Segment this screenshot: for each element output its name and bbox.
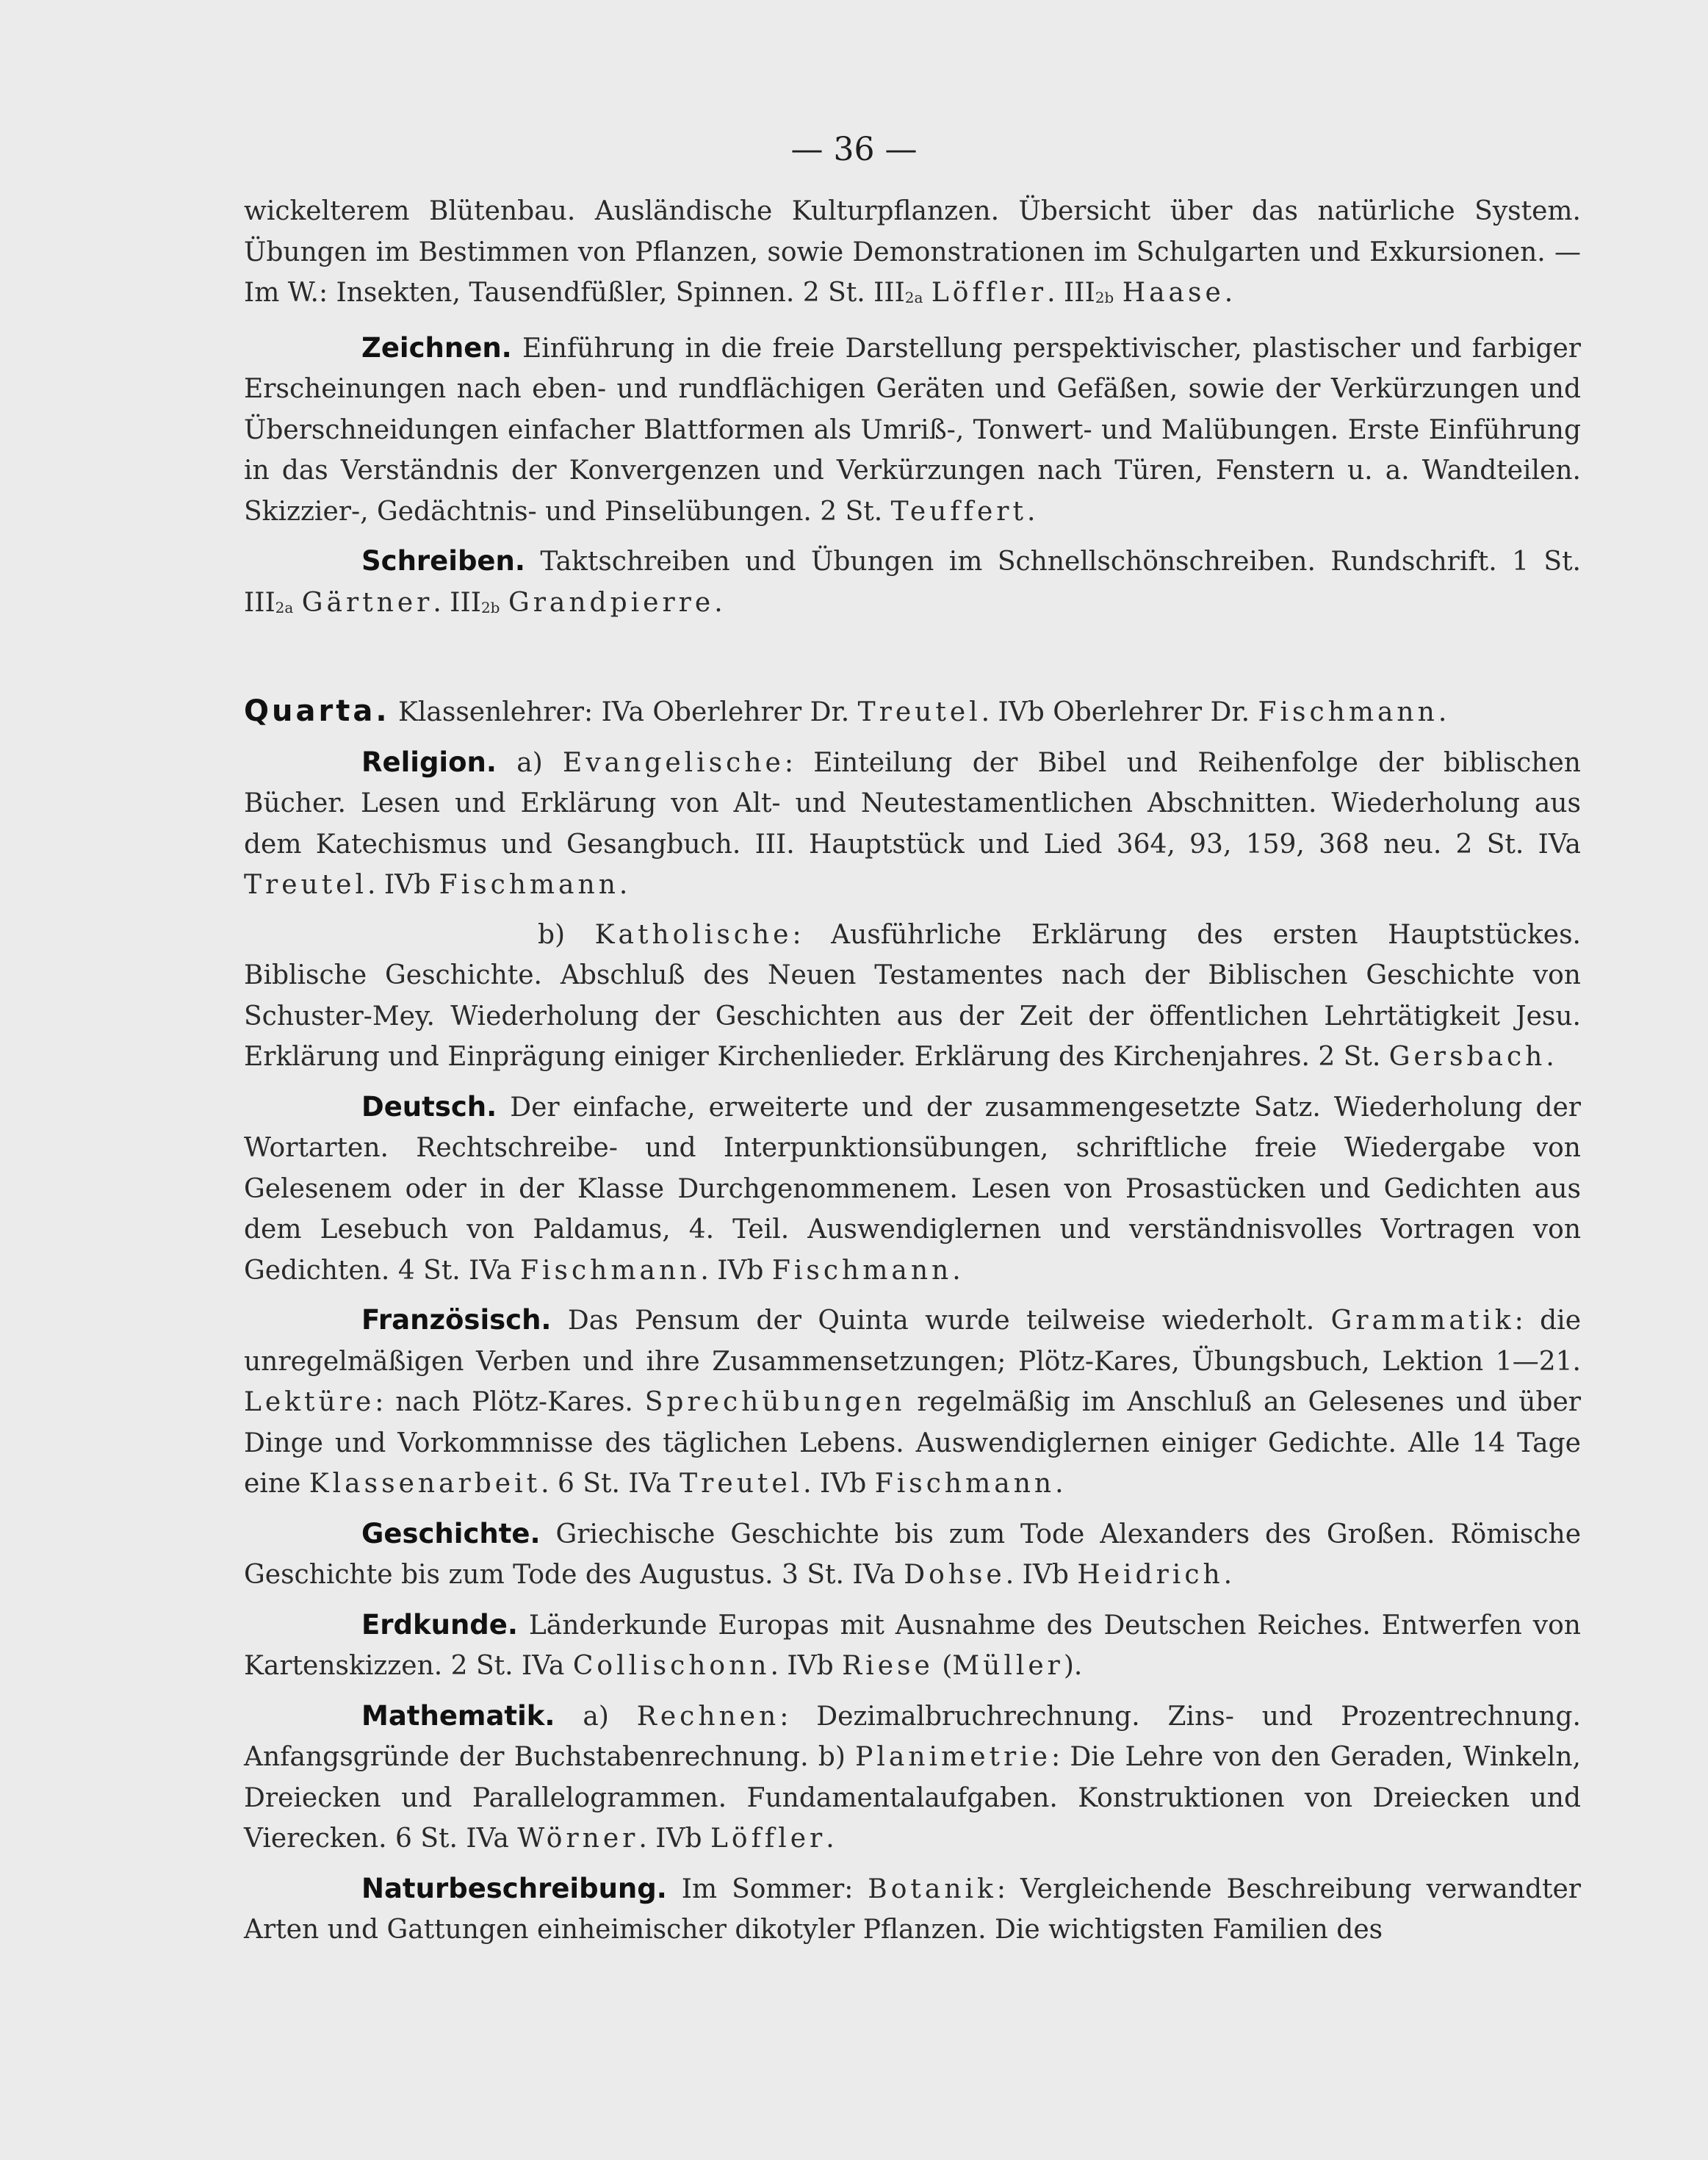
text: . IVb	[803, 1469, 867, 1499]
teacher-name: Treutel	[244, 870, 367, 900]
text: wickelterem Blütenbau. Ausländische Kulturpflanzen. Übersicht über das natürliche System. Übungen im Bestimmen von Pflanzen, sowie Demonstrationen im Schulgarten und Exkursionen. — Im W.: Insekten, Tausendfüßler, Spinnen. 2 St. III	[244, 196, 1581, 308]
paragraph-deutsch	[244, 1087, 1581, 1292]
spaced-term: Klassenarbeit	[309, 1469, 541, 1499]
text: . III	[433, 587, 481, 618]
text: Griechische Geschichte bis zum Tode Alexanders des Großen. Römische Geschichte bis zum Tode des Augustus. 3 St. IVa	[244, 1519, 1581, 1590]
text: . IVb	[770, 1651, 834, 1681]
class-index: 2a	[275, 598, 294, 616]
text: : Vergleichende Beschreibung verwandter Arten und Gattungen einheimischer dikotyler Pflanzen. Die wichtigsten Familien des	[244, 1873, 1582, 1945]
teacher-name: Gersbach	[1388, 1042, 1546, 1072]
text: (	[942, 1651, 953, 1681]
spaced-term: Sprechübungen	[644, 1387, 906, 1417]
text: . 6 St. IVa	[541, 1469, 671, 1499]
subject-heading: Mathematik.	[361, 1699, 555, 1732]
teacher-name: Riese	[842, 1651, 934, 1681]
text: Das Pensum der Quinta wurde teilweise wiederholt.	[567, 1306, 1315, 1336]
text: .	[1026, 496, 1036, 527]
teacher-name: Fischmann	[1258, 697, 1438, 727]
paragraph-franzoesisch	[244, 1300, 1581, 1505]
teacher-name: Gärtner	[301, 587, 433, 618]
subject-heading: Religion.	[361, 746, 497, 778]
text: Klassenlehrer: IVa Oberlehrer Dr.	[397, 697, 850, 727]
paragraph-religion-katholisch	[244, 915, 1581, 1078]
text: . IVb	[367, 870, 431, 900]
text: . IVb	[1005, 1560, 1069, 1590]
teacher-name: Fischmann	[520, 1255, 701, 1286]
teacher-name: Wörner	[517, 1824, 639, 1854]
paragraph-geschichte	[244, 1513, 1581, 1596]
spaced-term: Grammatik	[1330, 1306, 1515, 1336]
text: b)	[538, 919, 566, 950]
class-index: 2b	[1095, 289, 1114, 306]
spaced-term: Planimetrie	[855, 1742, 1051, 1772]
text: .	[1055, 1469, 1064, 1499]
teacher-name: Fischmann	[874, 1469, 1056, 1499]
text: : Die Lehre von den Geraden, Winkeln, Dreiecken und Parallelogrammen. Fundamentalaufgaben. Konstruktionen von Dreiecken und Vierecken. 6 St. IVa	[244, 1742, 1582, 1854]
paragraph-erdkunde	[244, 1605, 1581, 1687]
teacher-name: Müller	[952, 1651, 1064, 1681]
text: : Dezimalbruchrechnung. Zins- und Prozentrechnung. Anfangsgründe der Buchstabenrechnung. b)	[244, 1701, 1582, 1772]
paragraph-naturkunde-continued	[244, 191, 1581, 319]
teacher-name: Treutel	[680, 1469, 804, 1499]
text: .	[1224, 278, 1233, 308]
text: : Ausführliche Erklärung des ersten Hauptstückes. Biblische Geschichte. Abschluß des Neuen Testamentes nach der Biblischen Geschichte von Schuster-Mey. Wiederholung der Geschichten aus der Zeit der öffentlichen Lehrtätigkeit Jesu. Erklärung und Einprägung einiger Kirchenlieder. Erklärung des Kirchenjahres. 2 St.	[244, 919, 1581, 1072]
paragraph-schreiben	[244, 541, 1581, 628]
text: Länderkunde Europas mit Ausnahme des Deutschen Reiches. Entwerfen von Kartenskizzen. 2 St. IVa	[244, 1610, 1581, 1681]
subject-heading: Zeichnen.	[361, 331, 512, 364]
subject-heading: Geschichte.	[361, 1517, 541, 1549]
text: : Einteilung der Bibel und Reihenfolge der biblischen Bücher. Lesen und Erklärung von Alt- und Neutestamentlichen Abschnitten. Wiederholung aus dem Katechismus und Gesangbuch. III. Hauptstück und Lied 364, 93, 159, 368 neu. 2 St. IVa	[244, 747, 1581, 860]
page-body	[244, 191, 1581, 1951]
teacher-name: Löffler	[931, 278, 1048, 308]
text: .	[619, 870, 628, 900]
spaced-term: Katholische	[594, 919, 793, 950]
teacher-name: Dohse	[904, 1560, 1006, 1590]
text: . IVb Oberlehrer Dr.	[981, 697, 1250, 727]
text: ).	[1063, 1651, 1083, 1681]
teacher-name: Fischmann	[771, 1255, 953, 1286]
paragraph-naturbeschreibung	[244, 1868, 1581, 1951]
text: .	[1546, 1042, 1554, 1072]
text: .	[714, 587, 723, 618]
teacher-name: Heidrich	[1077, 1560, 1224, 1590]
text: : nach Plötz-Kares.	[375, 1387, 633, 1417]
teacher-name: Grandpierre	[508, 587, 715, 618]
text: Taktschreiben und Übungen im Schnellschönschreiben. Rundschrift. 1 St. III	[244, 547, 1581, 618]
text: .	[952, 1255, 961, 1286]
teacher-name: Treutel	[857, 697, 981, 727]
text: Der einfache, erweiterte und der zusammengesetzte Satz. Wiederholung der Wortarten. Rechtschreibe- und Interpunktionsübungen, schriftliche freie Wiedergabe von Gelesenem oder in der Klasse Durchgenommenem. Lesen von Prosastücken und Gedichten aus dem Lesebuch von Paldamus, 4. Teil. Auswendiglernen und verständnisvolles Vortragen von Gedichten. 4 St. IVa	[244, 1092, 1581, 1286]
spaced-term: Botanik	[868, 1873, 997, 1904]
spaced-term: Lektüre	[244, 1387, 375, 1417]
paragraph-quarta	[244, 691, 1581, 733]
paragraph-religion-evangelisch	[244, 742, 1581, 906]
paragraph-mathematik	[244, 1696, 1581, 1860]
spaced-term: Rechnen	[636, 1701, 780, 1732]
text: Im Sommer:	[681, 1873, 854, 1904]
text: regelmäßig im Anschluß an Gelesenes und über Dinge und Vorkommnisse des täglichen Lebens. Auswendiglernen einiger Gedichte. Alle 14 Tage eine	[244, 1387, 1581, 1499]
subject-heading: Erdkunde.	[361, 1608, 518, 1641]
text: . IVb	[700, 1255, 764, 1286]
text: . III	[1047, 278, 1095, 308]
text: a)	[516, 747, 543, 778]
paragraph-zeichnen	[244, 328, 1581, 533]
page-number: — 36 —	[790, 131, 918, 168]
subject-heading: Schreiben.	[361, 545, 525, 577]
text: .	[826, 1824, 835, 1854]
teacher-name: Collischonn	[572, 1651, 771, 1681]
text: : die unregelmäßigen Verben und ihre Zusammensetzungen; Plötz-Kares, Übungsbuch, Lektion 1—21.	[244, 1306, 1581, 1377]
teacher-name: Fischmann	[439, 870, 619, 900]
text: .	[1438, 697, 1447, 727]
text: . IVb	[638, 1824, 702, 1854]
subject-heading: Französisch.	[361, 1304, 552, 1336]
text: a)	[583, 1701, 609, 1732]
teacher-name: Teuffert	[890, 496, 1027, 527]
subject-heading: Deutsch.	[361, 1090, 497, 1123]
spaced-term: Evangelische	[563, 747, 785, 778]
text: .	[1223, 1560, 1233, 1590]
class-index: 2b	[480, 598, 500, 616]
class-heading: Quarta.	[244, 694, 390, 728]
text: Einführung in die freie Darstellung perspektivischer, plastischer und farbiger Erscheinungen nach eben- und rundflächigen Geräten und Gefäßen, sowie der Verkürzungen und Überschneidungen einfacher Blattformen als Umriß-, Tonwert- und Malübungen. Erste Einführung in das Verständnis der Konvergenzen und Verkürzungen nach Türen, Fenstern u. a. Wandteilen. Skizzier-, Gedächtnis- und Pinselübungen. 2 St.	[244, 333, 1581, 527]
teacher-name: Haase	[1122, 278, 1225, 308]
teacher-name: Löffler	[710, 1824, 826, 1854]
subject-heading: Naturbeschreibung.	[361, 1872, 667, 1904]
class-index: 2a	[904, 289, 923, 306]
